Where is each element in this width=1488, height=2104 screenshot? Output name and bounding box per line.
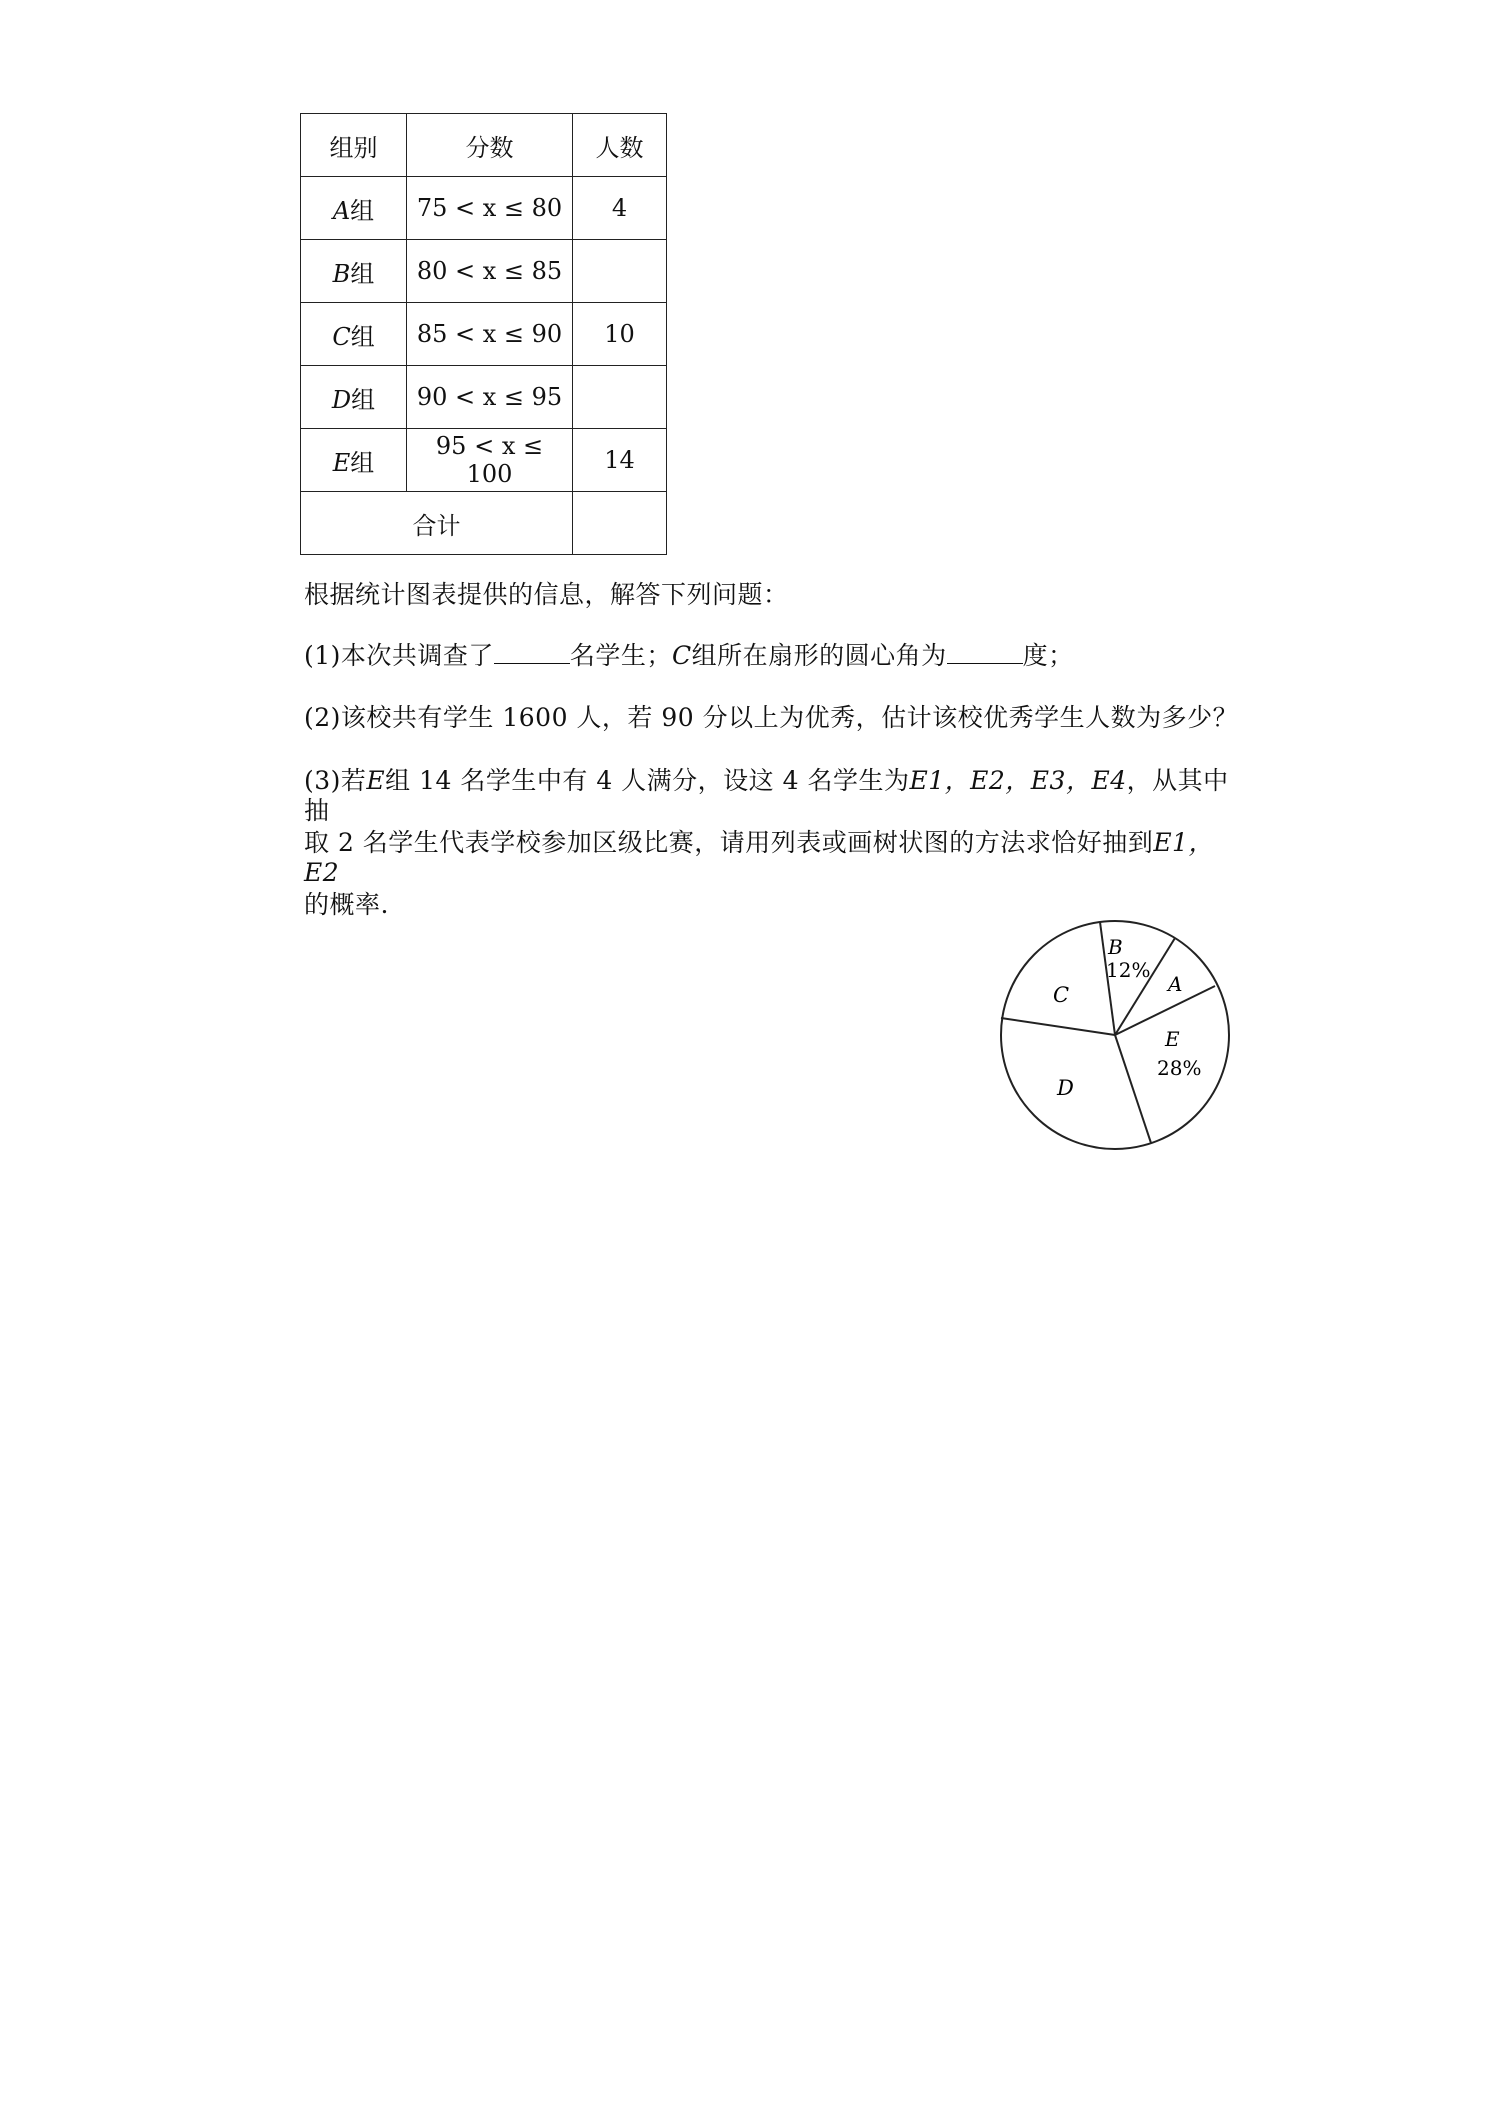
group-letter: D	[331, 385, 352, 414]
range-cell: 75 < x ≤ 80	[407, 177, 573, 240]
q3-text-b: 组 14 名学生中有 4 人满分，设这 4 名学生为	[385, 766, 910, 795]
range-cell: 90 < x ≤ 95	[407, 366, 573, 429]
answer-blank	[494, 641, 570, 664]
count-cell: 10	[573, 303, 667, 366]
count-cell: 14	[573, 429, 667, 492]
group-cell	[301, 366, 407, 429]
table-row	[301, 240, 667, 303]
group-cell	[301, 303, 407, 366]
q1-text-d: 度；	[1022, 641, 1074, 670]
table-row	[301, 303, 667, 366]
score-table	[300, 113, 667, 555]
question-3-line-1	[304, 766, 1244, 826]
range-cell: 95 < x ≤ 100	[407, 429, 573, 492]
group-letter: C	[332, 322, 351, 351]
group-letter: B	[332, 259, 351, 288]
pie-pct-b: 12%	[1106, 958, 1151, 982]
pie-label-e: E	[1165, 1027, 1180, 1051]
q1-text-a: (1)本次共调查了	[304, 641, 494, 670]
q3-line2-text: 取 2 名学生代表学校参加区级比赛，请用列表或画树状图的方法求恰好抽到	[304, 828, 1154, 857]
pie-chart	[990, 910, 1240, 1160]
pie-label-d: D	[1057, 1076, 1074, 1100]
header-score: 分数	[407, 114, 573, 177]
question-1	[304, 641, 1244, 671]
total-value	[573, 492, 667, 555]
count-cell: 4	[573, 177, 667, 240]
group-suffix: 组	[351, 385, 376, 414]
group-suffix: 组	[350, 448, 375, 477]
q3-text-d: ，从其中抽	[304, 766, 1229, 825]
intro-text: 根据统计图表提供的信息，解答下列问题：	[304, 580, 789, 609]
table-row	[301, 429, 667, 492]
q3-line2-students: E1，E2	[304, 828, 1214, 887]
table-header-row	[301, 114, 667, 177]
table-row	[301, 366, 667, 429]
table-total-row	[301, 492, 667, 555]
q1-text-c: 组所在扇形的圆心角为	[691, 641, 947, 670]
count-cell	[573, 240, 667, 303]
question-3-line-3: 的概率.	[304, 890, 389, 919]
answer-blank	[947, 641, 1023, 664]
group-letter: A	[332, 196, 351, 225]
pie-label-b: B	[1108, 935, 1123, 959]
group-letter: E	[332, 448, 351, 477]
table-row	[301, 177, 667, 240]
pie-divider-c-d	[1001, 1018, 1115, 1035]
question-2: (2)该校共有学生 1600 人，若 90 分以上为优秀，估计该校优秀学生人数为多少？	[304, 703, 1239, 732]
pie-label-a: A	[1168, 972, 1183, 996]
group-cell	[301, 240, 407, 303]
group-suffix: 组	[350, 322, 375, 351]
header-group: 组别	[301, 114, 407, 177]
header-count: 人数	[573, 114, 667, 177]
pie-divider-e-d	[1115, 1035, 1151, 1143]
group-suffix: 组	[350, 196, 375, 225]
question-3-line-2	[304, 828, 1244, 888]
pie-pct-e: 28%	[1157, 1056, 1202, 1080]
count-cell	[573, 366, 667, 429]
q3-students: E1，E2，E3，E4	[909, 766, 1127, 795]
group-cell	[301, 177, 407, 240]
q3-letter: E	[366, 766, 386, 795]
q1-letter: C	[671, 641, 692, 670]
group-suffix: 组	[350, 259, 375, 288]
total-label: 合计	[301, 492, 573, 555]
range-cell: 85 < x ≤ 90	[407, 303, 573, 366]
pie-label-c: C	[1053, 983, 1070, 1007]
range-cell: 80 < x ≤ 85	[407, 240, 573, 303]
q1-text-b: 名学生；	[569, 641, 672, 670]
group-cell	[301, 429, 407, 492]
q3-text-a: (3)若	[304, 766, 367, 795]
